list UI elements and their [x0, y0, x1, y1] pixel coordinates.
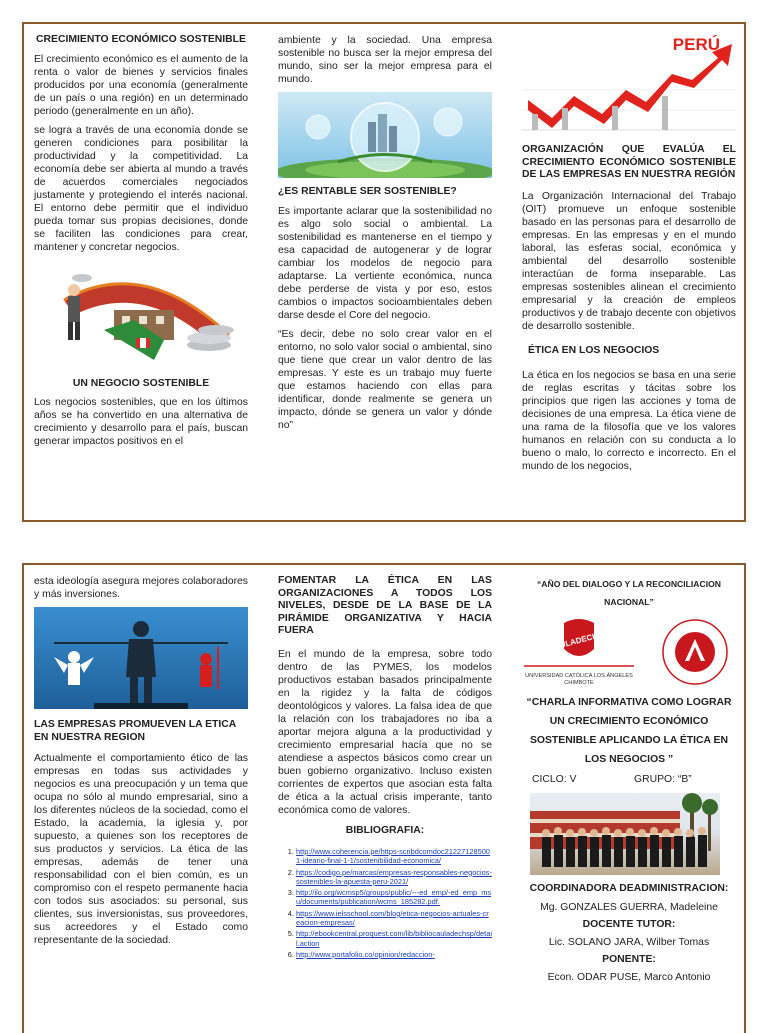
- year-motto-line1: “AÑO DEL DIALOGO Y LA RECONCILIACION: [537, 579, 721, 589]
- paragraph: En el mundo de la empresa, sobre todo dentro de las PYMES, los modelos productivos estaban basados principalmente en la rigidez y la falta de códigos deontológicos y valores. La falsa idea de que la relación con los trabajadores no iba a aportar mejora alguna a la productividad y crecimiento empresarial hacía que no se atendiese a aspectos básicos como crear un buen gobierno organizativo. Incluso existen corrientes de expertos que asocian esta falta de ética a la actual crisis imperante, tanto económica como de valores.: [278, 648, 492, 816]
- bib-link[interactable]: http://www.coherencia.pe/https-scribdcomdoc212271285001-ideario-final-1-1/sostenibilidad-economica/: [296, 847, 490, 866]
- ponente-label: PONENTE:: [602, 954, 656, 965]
- eco-city-bubble-image: [278, 92, 492, 178]
- ciclo-label: CICLO: V: [532, 774, 577, 785]
- bib-link[interactable]: http://ebookcentral.proquest.com/lib/bibliocauladechsp/detail.action: [296, 929, 492, 948]
- grupo-label: GRUPO: “B”: [634, 774, 692, 785]
- bottom-col-2: [278, 575, 492, 961]
- coins-growth-illustration: [44, 260, 244, 370]
- top-col-3: [522, 30, 736, 479]
- top-col-1: [34, 34, 248, 454]
- bib-item: [296, 929, 492, 948]
- heading-rentable: ¿ES RENTABLE SER SOSTENIBLE?: [278, 186, 457, 197]
- paragraph: Es importante aclarar que la sostenibilidad no es algo solo social o ambiental. La sostenibilidad es mantenerse en el tiempo y esa capacidad de autogenerar y de lograr cambiar los modelos de negocio para adaptarse. La vertiente económica, nunca debe perderse de vista y por eso, estos cambios o impactos socioambientales deben darse desde el Core del negocio.: [278, 205, 492, 321]
- ethics-balance-image: [34, 607, 248, 709]
- heading-crecimiento: CRECIMIENTO ECONÓMICO SOSTENIBLE: [36, 34, 246, 45]
- paragraph: Actualmente el comportamiento ético de las empresas en todas sus actividades y negocios es una preocupación y un tema que ocupa no sólo al mundo empresarial, sino a los diferentes núcleos de la sociedad, como el Estado, la academia, la iglesia y, por supuesto, a quienes son los receptores de sus productos y servicios. La ética de las empresas, además de tener una responsabilidad con el bien común, es un compromiso con el respeto permanente hacia con todos sus asociados: su personal, sus clientes, sus inversionistas, sus proveedores, sus acreedores y el Estado como representante de la sociedad.: [34, 753, 248, 946]
- bib-link[interactable]: http://ilo.org/wcmsp5/groups/public/---ed_emp/-ed_emp_msu/documents/publication/wcms_185282.pdf.: [296, 888, 492, 907]
- bib-item: [296, 950, 492, 959]
- paragraph: El crecimiento económico es el aumento de la renta o valor de bienes y servicios finales producidos por una economía (generalmente de un país o una región) en un determinado periodo (generalmente en un año).: [34, 53, 248, 117]
- bib-link[interactable]: https://www.ielsschool.com/blog/etica-negocios-actuales-creacion-empresas/: [296, 908, 489, 928]
- heading-fomentar-etica: FOMENTAR LA ÉTICA EN LAS ORGANIZACIONES A TODOS LOS NIVELES, DESDE DE LA BASE DE LA PIRÁMIDE ORGANIZATIVA Y HACIA FUERA: [278, 575, 492, 636]
- year-motto: [518, 575, 740, 611]
- charla-title: “CHARLA INFORMATIVA COMO LOGRAR UN CRECIMIENTO ECONÓMICO SOSTENIBLE APLICANDO LA ÉTICA EN LOS NEGOCIOS ”: [526, 697, 732, 765]
- docente-label: DOCENTE TUTOR:: [582, 919, 676, 930]
- paragraph: “Es decir, debe no solo crear valor en el entorno, no solo valor social o ambiental, sino que tiene que crear un valor dentro de las empresas. Y este es un trabajo muy fuerte que estamos haciendo con ellas para identificar, donde realmente se genera un impacto, dónde se genera un valor y dónde no”: [278, 328, 492, 431]
- uladech-caption: UNIVERSIDAD CATÓLICA LOS ÁNGELES CHIMBOTE: [525, 673, 633, 686]
- bibliography-list: [278, 847, 492, 959]
- bib-item: [296, 868, 492, 887]
- heading-etica-negocios: ÉTICA EN LOS NEGOCIOS: [528, 344, 660, 356]
- ponente-name: Econ. ODAR PUSE, Marco Antonio: [547, 972, 711, 983]
- group-photo: [530, 793, 720, 875]
- bib-link[interactable]: https://codigo.pe/marcas/empresas-responsables-negocios-sostenibles-la-apuesta-peru-2021/: [296, 867, 492, 886]
- heading-bibliografia: BIBLIOGRAFIA:: [345, 824, 425, 836]
- ciclo-grupo-row: [518, 773, 740, 789]
- bottom-panel: [22, 563, 746, 1033]
- coordinadora-label: COORDINADORA DEADMINISTRACION:: [529, 883, 729, 894]
- top-panel: [22, 22, 746, 522]
- heading-empresas-promueven: LAS EMPRESAS PROMUEVEN LA ETICA EN NUESTRA REGION: [34, 719, 236, 743]
- paragraph: Los negocios sostenibles, que en los últimos años se ha convertido en una alternativa de crecimiento y desarrollo para el país, buscan generar impactos positivos en el: [34, 397, 248, 447]
- bib-item: [296, 888, 492, 907]
- coordinadora-name: Mg. GONZALES GUERRA, Madeleine: [540, 902, 718, 913]
- svg-text:ULADECH: ULADECH: [558, 631, 599, 650]
- year-motto-line2: NACIONAL”: [604, 597, 654, 607]
- paragraph: ambiente y la sociedad. Una empresa sostenible no busca ser la mejor empresa del mundo, sino ser la mejor empresa para el mundo.: [278, 35, 492, 85]
- peru-growth-arrow-image: [522, 30, 736, 138]
- uladech-logo: [524, 617, 634, 687]
- bib-item: [296, 847, 492, 866]
- paragraph: La ética en los negocios se basa en una serie de reglas escritas y tácitas sobre los principios que rigen las acciones y toma de decisiones de una empresa. La ética viene de una rama de la filosofía que ve los valores humanos en relación con su conducta a lo bueno o malo, lo correcto e incorrecto. En el mundo de los negocios,: [522, 370, 736, 472]
- top-col-2: [278, 34, 492, 438]
- paragraph: esta ideología asegura mejores colaboradores y más inversiones.: [34, 576, 248, 600]
- docente-name: Lic. SOLANO JARA, Wilber Tomas: [548, 937, 710, 948]
- peru-logo-text: PERÚ: [672, 35, 720, 54]
- paragraph: se logra a través de una economía donde se generen condiciones para posibilitar la productividad y la competitividad. La economía debe ser abierta al mundo a través de acuerdos comerciales negociados justamente y protegiendo el interés nacional. El entorno debe permitir que el individuo pueda tomar sus propias decisiones, donde se faciliten las condiciones para crear, mantener y concretar negocios.: [34, 124, 248, 253]
- heading-negocio-sostenible: UN NEGOCIO SOSTENIBLE: [72, 377, 210, 389]
- heading-organizacion: ORGANIZACIÓN QUE EVALÚA EL CRECIMIENTO ECONÓMICO SOSTENIBLE DE LAS EMPRESAS EN NUESTRA REGIÓN: [522, 144, 736, 180]
- escuela-administracion-logo: [658, 617, 732, 687]
- bottom-col-3: [518, 575, 740, 986]
- bib-link[interactable]: http://www.portafolio.co/opinion/redaccion-: [296, 949, 435, 959]
- bottom-col-1: [34, 575, 248, 953]
- paragraph: La Organización Internacional del Trabajo (OIT) promueve un enfoque sostenible basado en las personas para el desarrollo de empresas. En las empresas y en el mundo laboral, las esferas social, económica y ambiental del desarrollo sostenible interactúan de forma inseparable. Las empresas sostenibles alinean el crecimiento empresarial y la creación de empleos productivos y de trabajo decente con objetivos de desarrollo sostenible.: [522, 190, 736, 332]
- logos-row: [518, 617, 740, 687]
- escuela-logo-text: [732, 617, 733, 618]
- bib-item: [296, 909, 492, 928]
